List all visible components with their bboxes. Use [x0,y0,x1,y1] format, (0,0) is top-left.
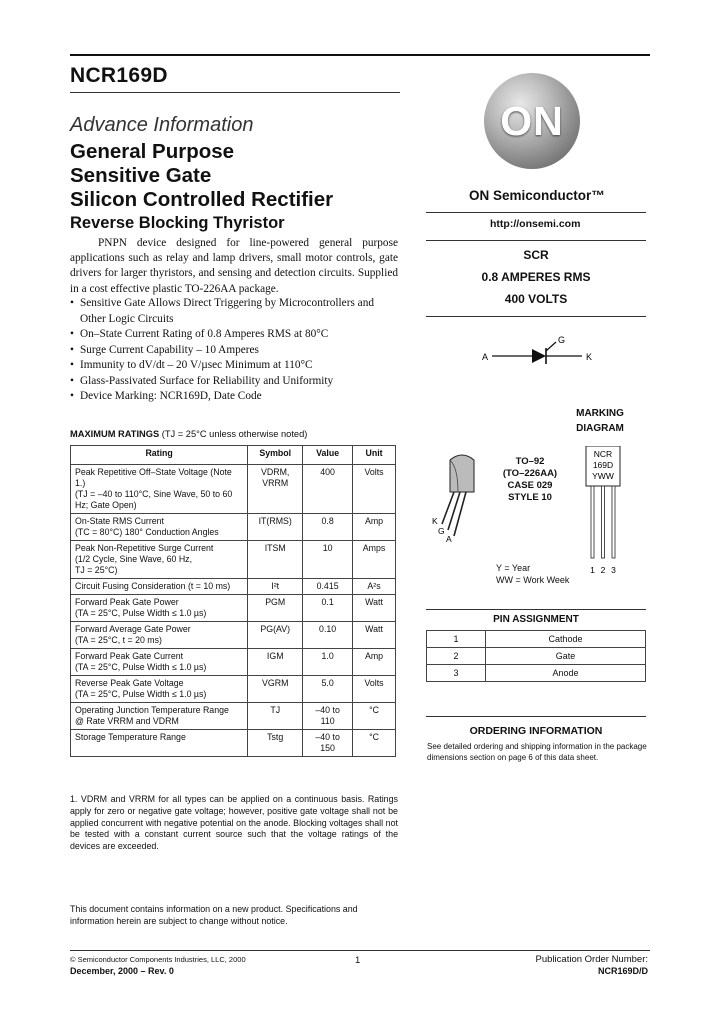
footer-rule [70,950,650,951]
rating-cell: Reverse Peak Gate Voltage (TA = 25°C, Pulse Width ≤ 1.0 µs) [71,676,248,703]
marking-diagram-title [560,406,640,436]
feature-item: • Immunity to dV/dt – 20 V/µsec Minimum at 110°C [70,358,400,374]
lead-label-a: A [446,534,452,544]
rating-cell: Peak Non-Repetitive Surge Current (1/2 Cycle, Sine Wave, 60 Hz, TJ = 25°C) [71,541,248,579]
marking-chip-drawing [584,446,644,578]
rating-cell: Operating Junction Temperature Range @ Rate VRRM and VDRM [71,703,248,730]
pin-name: Gate [486,648,646,665]
col-value: Value [303,446,353,465]
symbol-label-gate: G [558,335,566,345]
pin-row [427,631,646,648]
symbol-cell: PG(AV) [248,622,303,649]
rating-cell: Circuit Fusing Consideration (t = 10 ms) [71,579,248,595]
value-cell: 5.0 [303,676,353,703]
feature-list [70,296,400,405]
pin-name: Anode [486,665,646,682]
ratings-row [71,595,396,622]
ratings-row [71,730,396,757]
col-symbol: Symbol [248,446,303,465]
chip-line-3: YWW [592,471,614,481]
unit-cell: Amps [353,541,396,579]
pin-num: 3 [427,665,486,682]
rating-cell: Storage Temperature Range [71,730,248,757]
ratings-row [71,676,396,703]
unit-cell: Watt [353,622,396,649]
feature-item: • Glass-Passivated Surface for Reliability and Uniformity [70,374,400,390]
brand-rule [426,212,646,213]
ratings-row [71,703,396,730]
ordering-text: See detailed ordering and shipping information in the package dimensions section on page 6 of this data sheet. [427,742,647,762]
chip-line-1: NCR [593,449,613,459]
feature-item: • Surge Current Capability – 10 Amperes [70,343,400,359]
pin-name: Cathode [486,631,646,648]
value-cell: 0.415 [303,579,353,595]
value-cell: 0.10 [303,622,353,649]
ratings-row [71,649,396,676]
legend-work-week: WW = Work Week [496,575,570,585]
symbol-cell: IGM [248,649,303,676]
unit-cell: Amp [353,649,396,676]
revision-date: December, 2000 – Rev. 0 [70,966,174,976]
on-logo [484,73,580,169]
ordering-title: ORDERING INFORMATION [469,725,603,737]
unit-cell: °C [353,730,396,757]
logo-text: ON [500,97,564,144]
symbol-label-cathode: K [586,352,593,362]
ratings-note: 1. VDRM and VRRM for all types can be applied on a continuous basis. Ratings apply for zero or negative gate voltage; however, positive gate voltage shall not be applied concurrent with negative potential on the anode. Blocking voltages shall not be tested with a constant current source such that the voltage ratings of the devices are exceeded. [70,794,398,852]
ratings-header-row [71,446,396,465]
top-rule [70,54,650,56]
package-line: CASE 029 [507,480,553,491]
current-rating: 0.8 AMPERES RMS [481,270,591,284]
unit-cell: A²s [353,579,396,595]
chip-line-2: 169D [592,460,614,470]
symbol-cell: ITSM [248,541,303,579]
header-rule [70,92,400,93]
lead-label-g: G [438,526,445,536]
title-line-3: Silicon Controlled Rectifier [70,188,334,211]
advance-notice: This document contains information on a new product. Specifications and information herein are subject to change without notice. [70,904,358,926]
pin-assignment-title: PIN ASSIGNMENT [493,614,579,625]
marking-title-line: DIAGRAM [576,423,624,434]
ratings-heading-condition: (TJ = 25°C unless otherwise noted) [161,429,308,439]
rating-cell: Peak Repetitive Off–State Voltage (Note 1.) (TJ = –40 to 110°C, Sine Wave, 50 to 60 Hz; Gate Open) [71,465,248,514]
rating-cell: Forward Peak Gate Current (TA = 25°C, Pulse Width ≤ 1.0 µs) [71,649,248,676]
legend-year: Y = Year [496,563,531,573]
value-cell: –40 to 110 [303,703,353,730]
package-line: TO–92 [515,456,545,467]
scr-symbol-diagram [480,334,610,374]
feature-item: • Device Marking: NCR169D, Date Code [70,389,400,405]
symbol-cell: I²t [248,579,303,595]
subtitle: Reverse Blocking Thyristor [70,214,285,232]
pin-number-3: 3 [611,565,616,575]
ratings-heading [70,429,307,439]
publication-number: NCR169D/D [597,966,648,976]
pin-num: 1 [427,631,486,648]
advance-information: Advance Information [70,114,254,136]
publication-label: Publication Order Number: [535,954,648,965]
description: PNPN device designed for line-powered general purpose applications such as relay and lamp drivers, small motor controls, gate drivers for larger thyristors, and sensing and detection circuits. Supplied in a cost effective plastic TO-226AA package. [70,237,398,295]
symbol-cell: IT(RMS) [248,514,303,541]
ratings-row [71,541,396,579]
website-url[interactable]: http://onsemi.com [490,218,581,230]
symbol-cell: PGM [248,595,303,622]
value-cell: 0.8 [303,514,353,541]
symbol-label-anode: A [482,352,489,362]
pin-row [427,648,646,665]
unit-cell: Volts [353,465,396,514]
ratings-row [71,514,396,541]
symbol-cell: TJ [248,703,303,730]
scr-arrow-icon [532,349,546,363]
copyright: © Semiconductor Components Industries, LLC, 2000 [70,955,246,964]
page-number: 1 [355,955,361,966]
symbol-cell: VDRM, VRRM [248,465,303,514]
value-cell: 10 [303,541,353,579]
feature-item: • On–State Current Rating of 0.8 Amperes RMS at 80°C [70,327,400,343]
ratings-heading-title: MAXIMUM RATINGS [70,429,160,439]
rating-cell: Forward Peak Gate Power (TA = 25°C, Pulse Width ≤ 1.0 µs) [71,595,248,622]
col-rating: Rating [71,446,248,465]
part-number: NCR169D [70,64,168,87]
ratings-row [71,622,396,649]
value-cell: 1.0 [303,649,353,676]
to92-package-drawing [428,450,488,545]
unit-cell: °C [353,703,396,730]
package-line: (TO–226AA) [502,468,558,479]
brand-name: ON Semiconductor™ [469,188,605,203]
rating-cell: Forward Average Gate Power (TA = 25°C, t = 20 ms) [71,622,248,649]
package-line: STYLE 10 [508,492,552,503]
max-ratings-table [70,445,396,757]
ratings-body [71,465,396,757]
value-cell: 400 [303,465,353,514]
rating-rule [426,316,646,317]
title-line-1: General Purpose [70,140,235,163]
marking-legend [496,562,569,586]
pin-assignment-table [426,630,646,682]
ordering-rule [426,716,646,717]
lead-label-k: K [432,516,438,526]
pin-row [427,665,646,682]
url-rule [426,240,646,241]
unit-cell: Volts [353,676,396,703]
rating-cell: On-State RMS Current (TC = 80°C) 180° Conduction Angles [71,514,248,541]
device-type: SCR [523,248,549,262]
unit-cell: Amp [353,514,396,541]
package-info [494,456,566,504]
pin-number-1: 1 [590,565,595,575]
pin-number-2: 2 [600,565,606,575]
symbol-cell: Tstg [248,730,303,757]
value-cell: 0.1 [303,595,353,622]
feature-item: • Sensitive Gate Allows Direct Triggering by Microcontrollers and Other Logic Circuits [70,296,400,327]
unit-cell: Watt [353,595,396,622]
value-cell: –40 to 150 [303,730,353,757]
ratings-row [71,465,396,514]
pin-section-rule [426,609,646,610]
symbol-cell: VGRM [248,676,303,703]
voltage-rating: 400 VOLTS [504,292,568,306]
pin-num: 2 [427,648,486,665]
ratings-row [71,579,396,595]
marking-title-line: MARKING [576,408,624,419]
col-unit: Unit [353,446,396,465]
title-line-2: Sensitive Gate [70,164,212,187]
